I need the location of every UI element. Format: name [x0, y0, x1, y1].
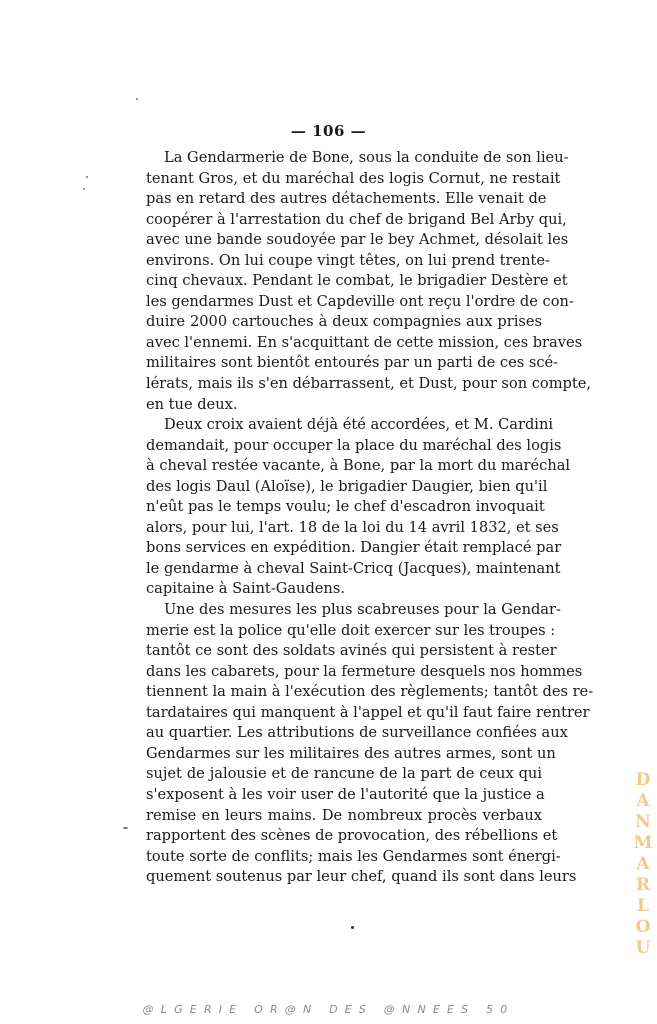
text-line: des logis Daul (Aloïse), le brigadier Daugier, bien qu'il — [146, 477, 548, 495]
text-line: tenant Gros, et du maréchal des logis Cornut, ne restait — [146, 169, 561, 187]
text-line: en tue deux. — [146, 395, 238, 413]
text-line: au quartier. Les attributions de surveillance confiées aux — [146, 724, 568, 742]
text-line: alors, pour lui, l'art. 18 de la loi du 14 avril 1832, et ses — [146, 518, 559, 536]
text-line: rapportent des scènes de provocation, des rébellions et — [146, 827, 558, 845]
text-line: avec l'ennemi. En s'acquittant de cette mission, ces braves — [146, 333, 583, 351]
text-line: Une des mesures les plus scabreuses pour la Gendar- — [164, 601, 561, 619]
footer-watermark: @LGERIE OR@N DES @NNEES 50 — [142, 1003, 515, 1016]
text-line: toute sorte de conflits; mais les Gendarmes sont énergi- — [146, 847, 561, 865]
text-line: lérats, mais ils s'en débarrassent, et Dust, pour son compte, — [146, 375, 592, 393]
text-line: La Gendarmerie de Bone, sous la conduite de son lieu- — [164, 149, 569, 166]
text-line: duire 2000 cartouches à deux compagnies aux prises — [146, 313, 542, 331]
page-number: — 106 — — [290, 122, 367, 140]
text-line: cinq chevaux. Pendant le combat, le brigadier Destère et — [146, 272, 568, 290]
text-line: militaires sont bientôt entourés par un parti de ces scé- — [146, 354, 559, 372]
text-line: capitaine à Saint-Gaudens. — [146, 580, 345, 598]
text-line: remise en leurs mains. De nombreux procès verbaux — [146, 806, 542, 824]
watermark-vertical: D A N M A R L O U — [633, 770, 653, 958]
text-line: n'eût pas le temps voulu; le chef d'escadron invoquait — [146, 498, 545, 516]
paragraph — [146, 415, 571, 600]
text-line: s'exposent à les voir user de l'autorité que la justice a — [146, 785, 545, 803]
text-line: les gendarmes Dust et Capdeville ont reçu l'ordre de con- — [146, 292, 574, 310]
text-line: tiennent la main à l'exécution des règlements; tantôt des re- — [146, 683, 594, 701]
scan-speck — [351, 926, 354, 929]
paragraph — [146, 600, 594, 888]
text-line: demandait, pour occuper la place du maréchal des logis — [146, 436, 562, 454]
text-line: quement soutenus par leur chef, quand ils sont dans leurs — [146, 868, 577, 886]
text-line: merie est la police qu'elle doit exercer sur les troupes : — [146, 621, 556, 639]
text-line: avec une bande soudoyée par le bey Achmet, désolait les — [146, 231, 569, 249]
text-line: à cheval restée vacante, à Bone, par la mort du maréchal — [146, 457, 571, 475]
text-line: sujet de jalousie et de rancune de la part de ceux qui — [146, 765, 542, 783]
scan-speck — [86, 176, 88, 178]
text-line: environs. On lui coupe vingt têtes, on lui prend trente- — [146, 251, 550, 269]
text-line: bons services en expédition. Dangier était remplacé par — [146, 539, 562, 557]
scan-speck — [83, 188, 85, 190]
paragraph — [146, 148, 592, 415]
text-line: Deux croix avaient déjà été accordées, et M. Cardini — [164, 416, 554, 434]
text-line: tantôt ce sont des soldats avinés qui persistent à rester — [146, 642, 557, 660]
text-line: pas en retard des autres détachements. Elle venait de — [146, 190, 547, 208]
scan-speck — [123, 827, 128, 829]
text-line: coopérer à l'arrestation du chef de brigand Bel Arby qui, — [146, 210, 567, 228]
scan-speck — [136, 98, 138, 100]
text-line: tardataires qui manquent à l'appel et qu'il faut faire rentrer — [146, 703, 590, 721]
body-text — [146, 148, 594, 888]
text-line: dans les cabarets, pour la fermeture desquels nos hommes — [146, 662, 583, 680]
text-line: le gendarme à cheval Saint-Cricq (Jacques), maintenant — [146, 559, 561, 577]
paragraphs — [146, 148, 594, 888]
text-line: Gendarmes sur les militaires des autres armes, sont un — [146, 744, 556, 762]
